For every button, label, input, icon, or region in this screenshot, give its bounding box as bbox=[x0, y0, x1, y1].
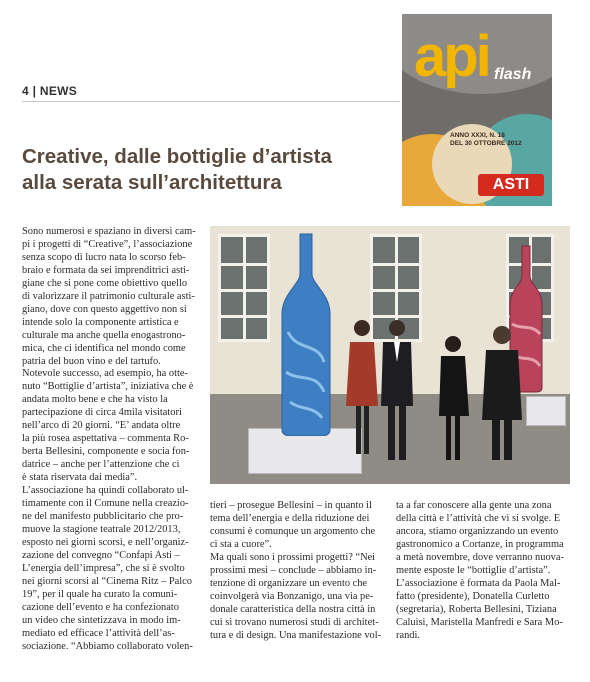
body-text-line: fatto (presidente), Donatella Curletto bbox=[396, 590, 550, 602]
body-text-line: tenzione di organizzare un evento che bbox=[210, 577, 368, 589]
body-text-line: timamente con il Comune nella creazio- bbox=[22, 498, 189, 510]
cover-issue-date: DEL 30 OTTOBRE 2012 bbox=[450, 140, 522, 147]
body-text-line: coinvolgerà via Bonzanigo, una via pe- bbox=[210, 590, 374, 602]
body-text-line: nuto “Bottiglie d’artista”, iniziativa che è bbox=[22, 381, 194, 393]
section-label: 4 | NEWS bbox=[22, 84, 78, 98]
cover-logo-flash: flash bbox=[494, 66, 532, 83]
body-text-line: cazione dell’evento e ha confezionato bbox=[22, 601, 179, 613]
body-text-line: Caluisi, Maristella Manfredi e Sara Mo- bbox=[396, 616, 563, 628]
body-text-line: di valorizzare il patrimonio culturale asti- bbox=[22, 290, 195, 302]
body-text-line: L’associazione è formata da Paola Mal- bbox=[396, 577, 561, 589]
article-headline bbox=[22, 144, 402, 196]
cover-issue-info bbox=[450, 132, 550, 148]
body-text-line: randi. bbox=[396, 629, 420, 641]
headline-line-2: alla serata sull’architettura bbox=[22, 171, 282, 194]
article-column-1 bbox=[22, 226, 202, 653]
photo-person-1 bbox=[346, 318, 378, 458]
article-photo bbox=[210, 226, 570, 484]
body-text-line: L’associazione ha quindi collaborato ul- bbox=[22, 485, 189, 497]
article-column-2 bbox=[210, 500, 388, 642]
body-text-line: è stata riservata dai media”. bbox=[22, 472, 138, 484]
body-text-line: partecipazione di circa 4mila visitatori bbox=[22, 407, 182, 419]
body-text-line: 19”, per il quale ha curato la comuni- bbox=[22, 588, 178, 600]
body-text-line: un video che sintetizzava in modo im- bbox=[22, 614, 181, 626]
body-text-line: patria del buon vino e del tartufo. bbox=[22, 355, 161, 367]
photo-blue-bottle bbox=[278, 232, 334, 436]
body-text-line: Ma quali sono i prossimi progetti? “Nei bbox=[210, 551, 376, 563]
photo-person-3 bbox=[438, 334, 472, 464]
body-text-line: Notevole successo, ad esempio, ha otte- bbox=[22, 368, 188, 380]
cover-badge-asti: ASTI bbox=[478, 174, 544, 196]
body-text-line: gastronomico a Cortanze, in programma bbox=[396, 538, 564, 550]
body-text-line: berta Bellesini, componente e socia fon- bbox=[22, 446, 190, 458]
body-text-line: L’energia dell’impresa”, che si è svolto bbox=[22, 562, 185, 574]
body-text-line: mente esposte le “bottiglie d’artista”. bbox=[396, 564, 551, 576]
body-text-line: tema dell’energia e della riduzione dei bbox=[210, 512, 370, 524]
body-text-line: intende solo la componente artistica e bbox=[22, 316, 179, 328]
body-text-line: senza scopo di lucro nata lo scorso feb- bbox=[22, 251, 186, 263]
body-text-line: tura e di design. Una manifestazione vol- bbox=[210, 629, 382, 641]
body-text-line: (segretaria), Roberta Bellesini, Tiziana bbox=[396, 603, 557, 615]
body-text-line: cui si trovano numerosi studi di architet- bbox=[210, 616, 379, 628]
magazine-cover bbox=[402, 14, 552, 206]
body-text-line: muove la stagione teatrale 2012/2013, bbox=[22, 523, 181, 535]
body-text-line: zazione del convegno “Confapi Asti – bbox=[22, 549, 180, 561]
body-text-line: prossimi mesi – conclude – abbiamo in- bbox=[210, 564, 377, 576]
body-text-line: datrice – anche per l’attenzione che ci bbox=[22, 459, 180, 471]
body-text-line: Sono numerosi e spaziano in diversi cam- bbox=[22, 226, 196, 237]
body-text-line: ci sta a cuore”. bbox=[210, 538, 272, 550]
photo-person-4 bbox=[482, 324, 522, 464]
body-text-line: ancora, stiamo organizzando un evento bbox=[396, 525, 559, 537]
body-text-line: esposto nei giorni scorsi, e nell’organiz- bbox=[22, 536, 189, 548]
body-text-line: braio e formata da sei imprenditrici asti- bbox=[22, 264, 190, 276]
article-column-3 bbox=[396, 500, 574, 642]
body-text-line: andata molto bene e che ha visto la bbox=[22, 394, 168, 406]
body-text-line: tieri – prosegue Bellesini – in quanto il bbox=[210, 500, 372, 511]
body-text-line: mica, che ci identifica nel mondo come bbox=[22, 342, 186, 354]
body-text-line: nell’arco di 20 giorni. “E’ andata oltre bbox=[22, 420, 181, 432]
section-divider bbox=[22, 101, 400, 102]
body-text-line: della città e l’attività che vi si svolge. E bbox=[396, 512, 561, 524]
body-text-line: mediato ed efficace l’attività dell’as- bbox=[22, 627, 175, 639]
cover-issue-number: ANNO XXXI, N. 18 bbox=[450, 132, 505, 139]
photo-window-left bbox=[218, 234, 270, 342]
body-text-line: pi i progetti di “Creative”, l’associazione bbox=[22, 238, 193, 250]
body-text-line: a metà novembre, dove verranno nuova- bbox=[396, 551, 564, 563]
headline-line-1: Creative, dalle bottiglie d’artista bbox=[22, 145, 332, 168]
body-text-line: consumi è comunque un argomento che bbox=[210, 525, 376, 537]
body-text-line: donale caratteristica della nostra città in bbox=[210, 603, 376, 615]
body-text-line: ta a far conoscere alla gente una zona bbox=[396, 500, 552, 511]
body-text-line: giano, dove con questo aggettivo non si bbox=[22, 303, 187, 315]
body-text-line: sociazione. “Abbiamo collaborato volen- bbox=[22, 640, 193, 652]
cover-logo-api: api bbox=[414, 24, 489, 89]
photo-person-2 bbox=[380, 318, 414, 464]
photo-pedestal-right bbox=[526, 396, 566, 426]
body-text-line: nei giorni scorsi al “Cinema Ritz – Palco bbox=[22, 575, 192, 587]
body-text-line: ne del manifesto pubblicitario che pro- bbox=[22, 510, 184, 522]
body-text-line: giane che si pone come obiettivo quello bbox=[22, 277, 188, 289]
body-text-line: culturale ma anche quella enogastrono- bbox=[22, 329, 186, 341]
body-text-line: la più rosea aspettativa – commenta Ro- bbox=[22, 433, 189, 445]
